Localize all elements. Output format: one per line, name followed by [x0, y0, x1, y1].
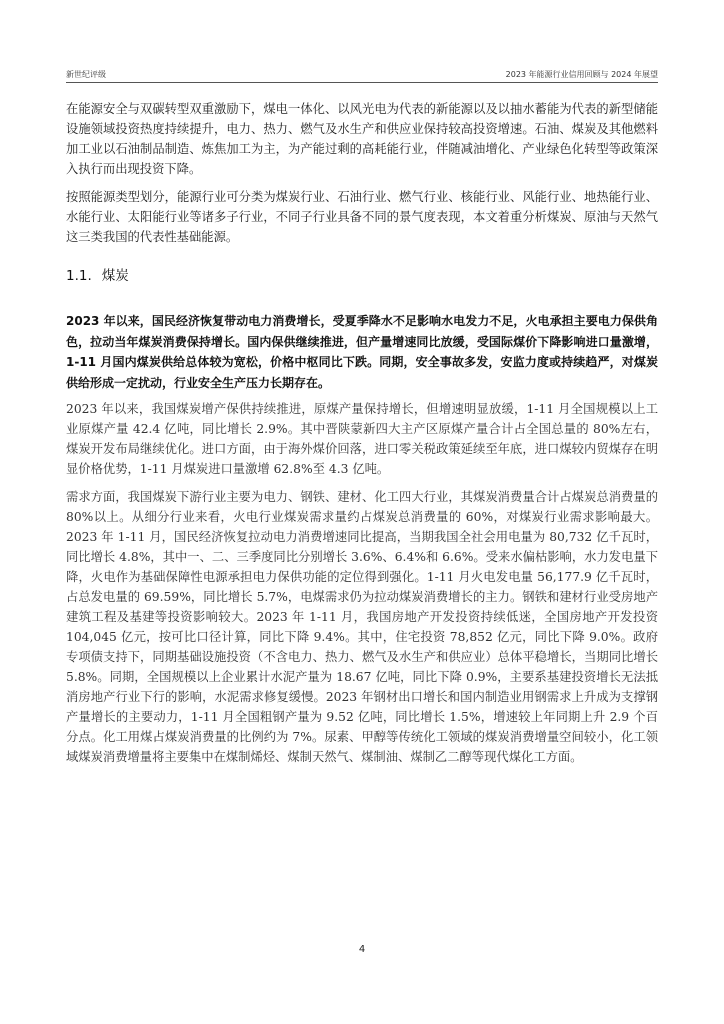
header-report-title: 2023 年能源行业信用回顾与 2024 年展望 [505, 70, 658, 79]
intro-paragraph: 按照能源类型划分，能源行业可分类为煤炭行业、石油行业、燃气行业、核能行业、风能行业、地热能行业、水能行业、太阳能行业等诸多子行业，不同子行业具备不同的景气度表现，本文着重分析煤炭、原油与天然气这三类我国的代表性基础能源。 [66, 190, 658, 244]
page-content [66, 99, 658, 775]
section-summary: 2023 年以来，国民经济恢复带动电力消费增长，受夏季降水不足影响水电发力不足，火电承担主要电力保供角色，拉动当年煤炭消费保持增长。国内保供继续推进，但产量增速同比放缓，受国际煤价下降影响进口量激增，1-11 月国内煤炭供给总体较为宽松，价格中枢同比下跌。同期，安全事故多发，安监力度或持续趋严，对煤炭供给形成一定扰动，行业安全生产压力长期存在。 [66, 314, 658, 390]
section-heading [66, 267, 658, 285]
section-body [66, 399, 658, 767]
page-number: 4 [358, 944, 366, 955]
section-title: 煤炭 [101, 268, 129, 284]
body-paragraph: 2023 年以来，我国煤炭增产保供持续推进，原煤产量保持增长，但增速明显放缓，1-11 月全国规模以上工业原煤产量 42.4 亿吨，同比增长 2.9%。其中晋陕蒙新四大主产区原煤产量合计占全国总量的 80%左右，煤炭开发布局继续优化。进口方面，由于海外煤价回落，进口零关税政策延续至年底，进口煤较内贸煤存在明显价格优势，1-11 月煤炭进口量激增 62.8%至 4.3 亿吨。 [66, 402, 658, 476]
header-org-name: 新世纪评级 [66, 70, 106, 79]
body-paragraph: 需求方面，我国煤炭下游行业主要为电力、钢铁、建材、化工四大行业，其煤炭消费量合计占煤炭总消费量的 80%以上。从细分行业来看，火电行业煤炭需求量约占煤炭总消费量的 60%，对煤炭行业需求影响最大。2023 年 1-11 月，国民经济恢复拉动电力消费增速同比提高，当期我国全社会用电量为 80,732 亿千瓦时，同比增长 4.8%，其中一、二、三季度同比分别增长 3.6%、6.4%和 6.6%。受来水偏枯影响，水力发电量下降，火电作为基础保障性电源承担电力保供功能的定位得到强化。1-11 月火电发电量 56,177.9 亿千瓦时，占总发电量的 69.59%，同比增长 5.7%，电煤需求仍为拉动煤炭消费增长的主力。钢铁和建材行业受房地产建筑工程及基建等投资影响较大。2023 年 1-11 月，我国房地产开发投资持续低迷，全国房地产开发投资 104,045 亿元，按可比口径计算，同比下降 9.4%。其中，住宅投资 78,852 亿元，同比下降 9.0%。政府专项债支持下，同期基础设施投资（不含电力、热力、燃气及水生产和供应业）总体平稳增长，当期同比增长 5.8%。同期，全国规模以上企业累计水泥产量为 18.67 亿吨，同比下降 0.9%，主要系基建投资增长无法抵消房地产行业下行的影响，水泥需求修复缓慢。2023 年钢材出口增长和国内制造业用钢需求上升成为支撑钢产量增长的主要动力，1-11 月全国粗钢产量为 9.52 亿吨，同比增长 1.5%，增速较上年同期上升 2.9 个百分点。化工用煤占煤炭消费量的比例约为 7%。尿素、甲醇等传统化工领域的煤炭消费增量空间较小，化工领域煤炭消费增量将主要集中在煤制烯烃、煤制天然气、煤制油、煤制乙二醇等现代煤化工方面。 [66, 490, 658, 764]
section-number: 1.1. [66, 268, 92, 284]
page-header [66, 56, 658, 83]
intro-paragraph: 在能源安全与双碳转型双重激励下，煤电一体化、以风光电为代表的新能源以及以抽水蓄能为代表的新型储能设施领域投资热度持续提升，电力、热力、燃气及水生产和供应业保持较高投资增速。石油、煤炭及其他燃料加工业以石油制品制造、炼焦加工为主，为产能过剩的高耗能行业，伴随减油增化、产业绿色化转型等政策深入执行而出现投资下降。 [66, 102, 658, 176]
